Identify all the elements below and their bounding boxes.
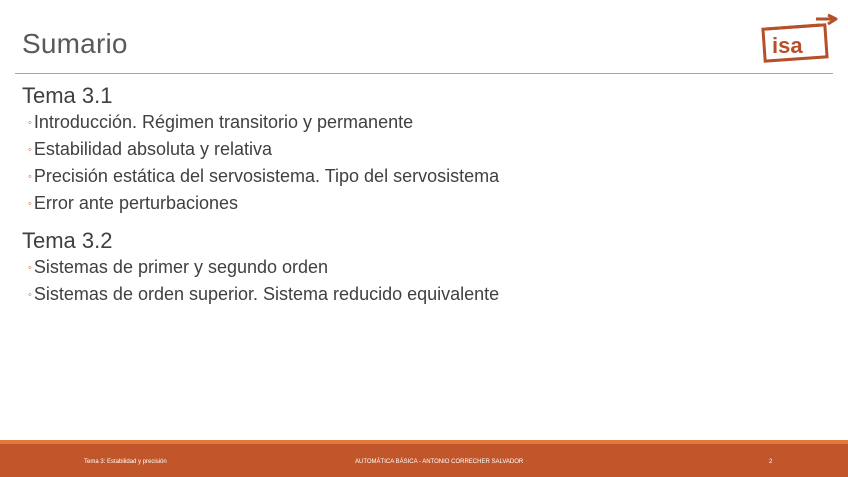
section-tema-3-2 [22, 228, 499, 308]
list-item: ◦ Precisión estática del servosistema. Tipo del servosistema [28, 166, 500, 186]
title-divider [15, 73, 833, 74]
footer-topic: Tema 3: Estabilidad y precisión [84, 459, 167, 465]
circle-bullet-icon: ◦ [28, 144, 32, 156]
section-heading: Tema 3.2 [22, 228, 113, 253]
circle-bullet-icon: ◦ [28, 171, 32, 183]
circle-bullet-icon: ◦ [28, 117, 32, 129]
page-number: 2 [769, 459, 773, 465]
list-item: ◦ Sistemas de primer y segundo orden [28, 257, 329, 277]
footer-course-author: AUTOMÁTICA BÁSICA - ANTONIO CORRECHER SALVADOR [355, 459, 524, 465]
section-tema-3-1 [22, 83, 499, 217]
section-heading: Tema 3.1 [22, 83, 113, 108]
circle-bullet-icon: ◦ [28, 262, 32, 274]
list-item: ◦ Introducción. Régimen transitorio y permanente [28, 112, 414, 132]
circle-bullet-icon: ◦ [28, 289, 32, 301]
logo-text: isa [772, 33, 803, 58]
circle-bullet-icon: ◦ [28, 198, 32, 210]
list-item: ◦ Sistemas de orden superior. Sistema reducido equivalente [28, 284, 500, 304]
list-item: ◦ Error ante perturbaciones [28, 193, 239, 213]
footer-bar [0, 444, 848, 477]
slide-title: Sumario [22, 28, 128, 59]
isa-logo [760, 13, 838, 63]
list-item: ◦ Estabilidad absoluta y relativa [28, 139, 273, 159]
